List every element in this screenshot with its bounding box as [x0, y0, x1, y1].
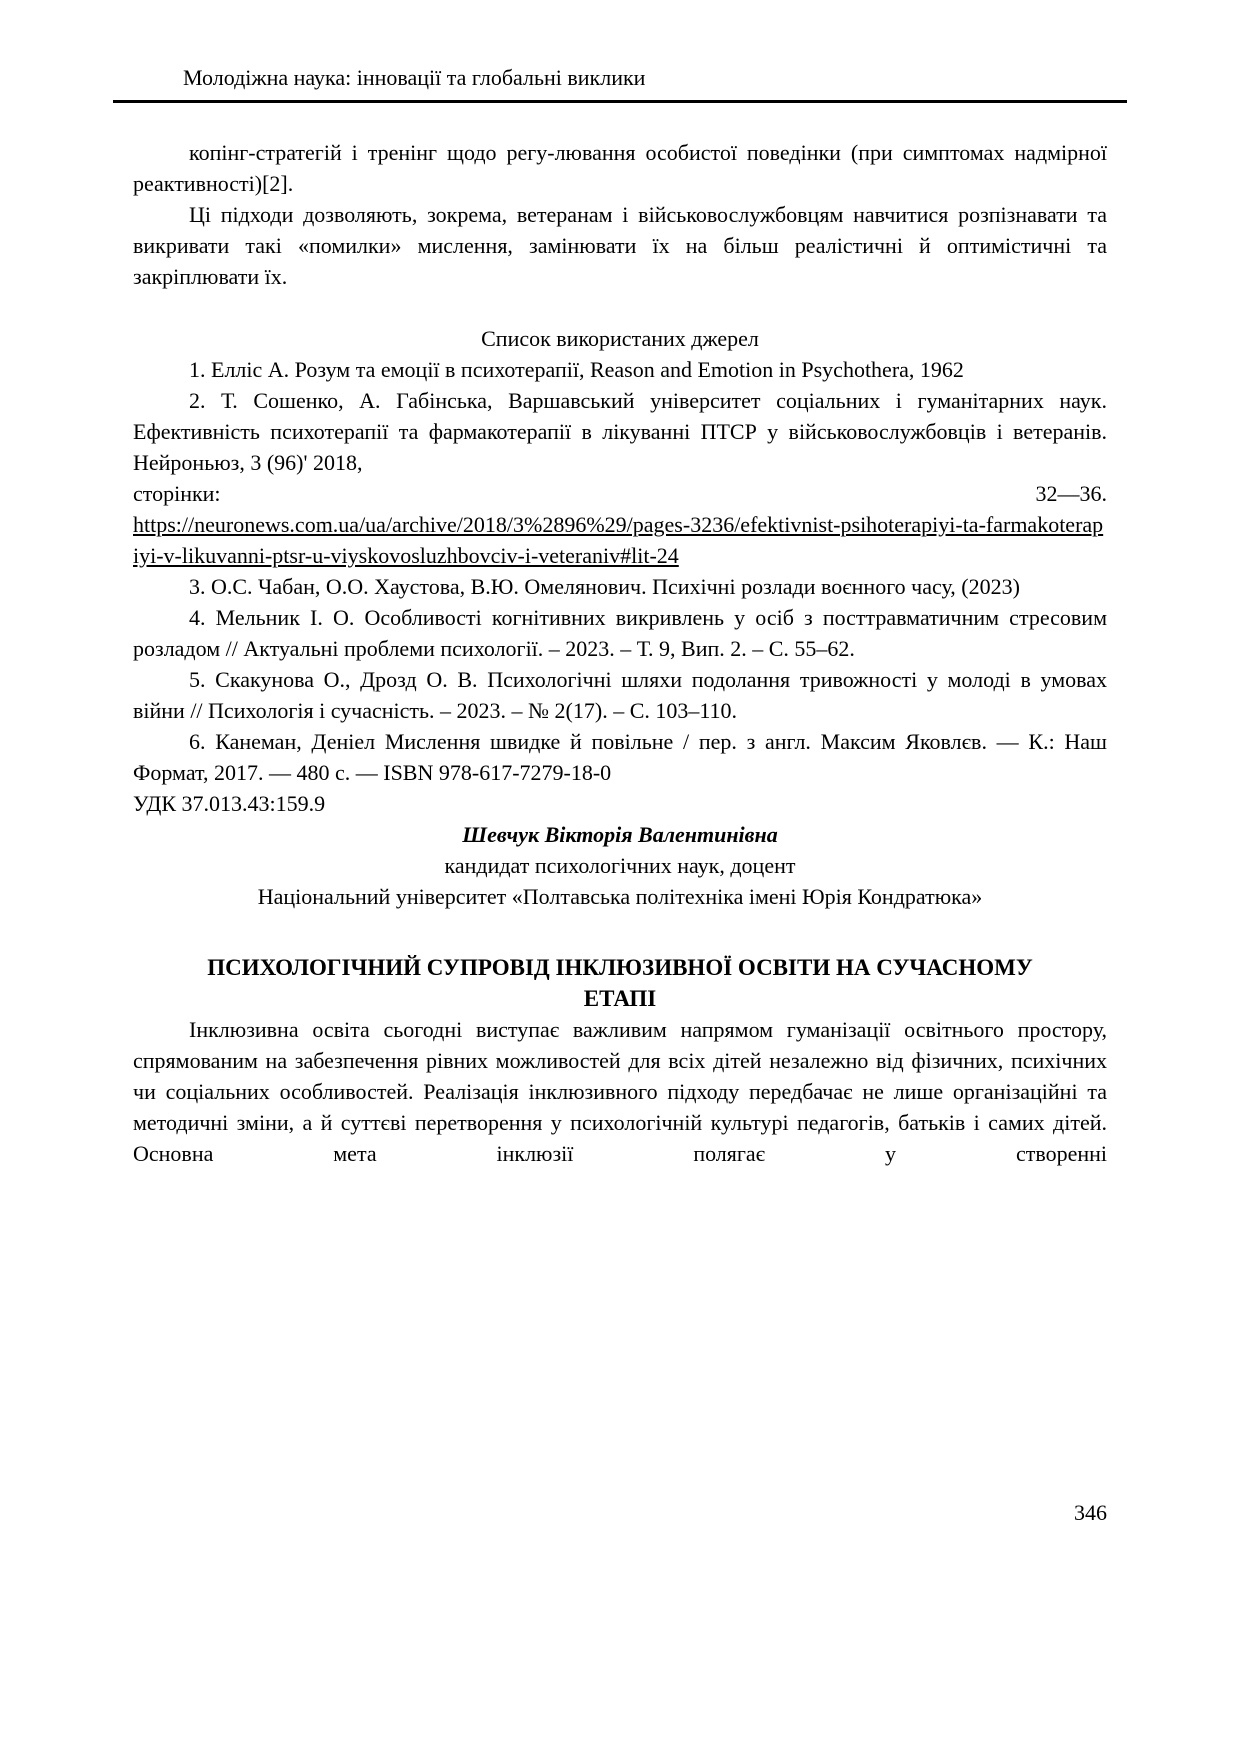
reference-text: 1. Елліс А. Розум та емоції в психотерапії, Reason and Emotion in Psychothera, 1962: [189, 357, 964, 382]
reference-item-1: [133, 354, 1107, 385]
article-title: ПСИХОЛОГІЧНИЙ СУПРОВІД ІНКЛЮЗИВНОЇ ОСВІТИ НА СУЧАСНОМУ ЕТАПІ: [207, 955, 1033, 1011]
reference-item-2: [133, 385, 1107, 571]
author-degree: кандидат психологічних наук, доцент: [444, 853, 796, 878]
page-body: [133, 137, 1107, 1169]
author-block: [133, 819, 1107, 912]
reference-text: 3. О.С. Чабан, О.О. Хаустова, В.Ю. Омелянович. Психічні розлади воєнного часу, (2023): [189, 574, 1020, 599]
reference-text: 2. Т. Сошенко, А. Габінська, Варшавський університет соціальних і гуманітарних наук. Ефективність психотерапії та фармакотерапії в лікуванні ПТСР у військовослужбовців і ветеранів. Нейроньюз, 3 (96)' 2018,: [133, 388, 1107, 475]
header-rule: [113, 100, 1127, 103]
paragraph-approaches: Ці підходи дозволяють, зокрема, ветеранам і військовослужбовцям навчитися розпізнавати та викривати такі «помилки» мислення, замінювати їх на більш реалістичні й оптимістичні та закріплювати їх.: [133, 202, 1107, 289]
pages-value: 32—36.: [1035, 481, 1107, 506]
reference-item-5: [133, 664, 1107, 726]
reference-link[interactable]: https://neuronews.com.ua/ua/archive/2018/3%2896%29/pages-3236/efektivnist-psihoterapiyi-ta-farmakoterapiyi-v-likuvanni-ptsr-u-viyskovosluzhbovciv-i-veteraniv#lit-24: [133, 512, 1104, 568]
paragraph-coping-strategies: копінг-стратегій і тренінг щодо регу-лювання особистої поведінки (при симптомах надмірної реактивності)[2].: [133, 140, 1107, 196]
reference-text: 6. Канеман, Деніел Мислення швидке й повільне / пер. з англ. Максим Яковлєв. — К.: Наш Формат, 2017. — 480 с. — ISBN 978-617-7279-18-0: [133, 729, 1107, 785]
running-header: [133, 62, 1107, 103]
udc-code: УДК 37.013.43:159.9: [133, 791, 326, 816]
pages-label: сторінки:: [133, 481, 221, 506]
author-affiliation: Національний університет «Полтавська політехніка імені Юрія Кондратюка»: [257, 884, 983, 909]
reference-item-4: [133, 602, 1107, 664]
reference-item-6: [133, 726, 1107, 788]
author-name: Шевчук Вікторія Валентинівна: [462, 822, 778, 847]
page-number: 346: [1074, 1500, 1107, 1525]
reference-item-3: [133, 571, 1107, 602]
reference-pages-line: [133, 478, 1107, 509]
reference-text: 5. Скакунова О., Дрозд О. В. Психологічні шляхи подолання тривожності у молоді в умовах війни // Психологія і сучасність. – 2023. – № 2(17). – С. 103–110.: [133, 667, 1107, 723]
references-heading: Список використаних джерел: [481, 326, 759, 351]
running-title: Молодіжна наука: інновації та глобальні виклики: [183, 65, 646, 90]
paragraph-intro: Інклюзивна освіта сьогодні виступає важливим напрямом гуманізації освітнього простору, спрямованим на забезпечення рівних можливостей для всіх дітей незалежно від фізичних, психічних чи соціальних особливостей. Реалізація інклюзивного підходу передбачає не лише організаційні та методичні зміни, а й суттєві перетворення у психологічній культурі педагогів, батьків і самих дітей. Основна мета інклюзії полягає у створенні: [133, 1017, 1107, 1166]
reference-text: 4. Мельник І. О. Особливості когнітивних викривлень у осіб з посттравматичним стресовим розладом // Актуальні проблеми психології. – 2023. – Т. 9, Вип. 2. – С. 55–62.: [133, 605, 1107, 661]
